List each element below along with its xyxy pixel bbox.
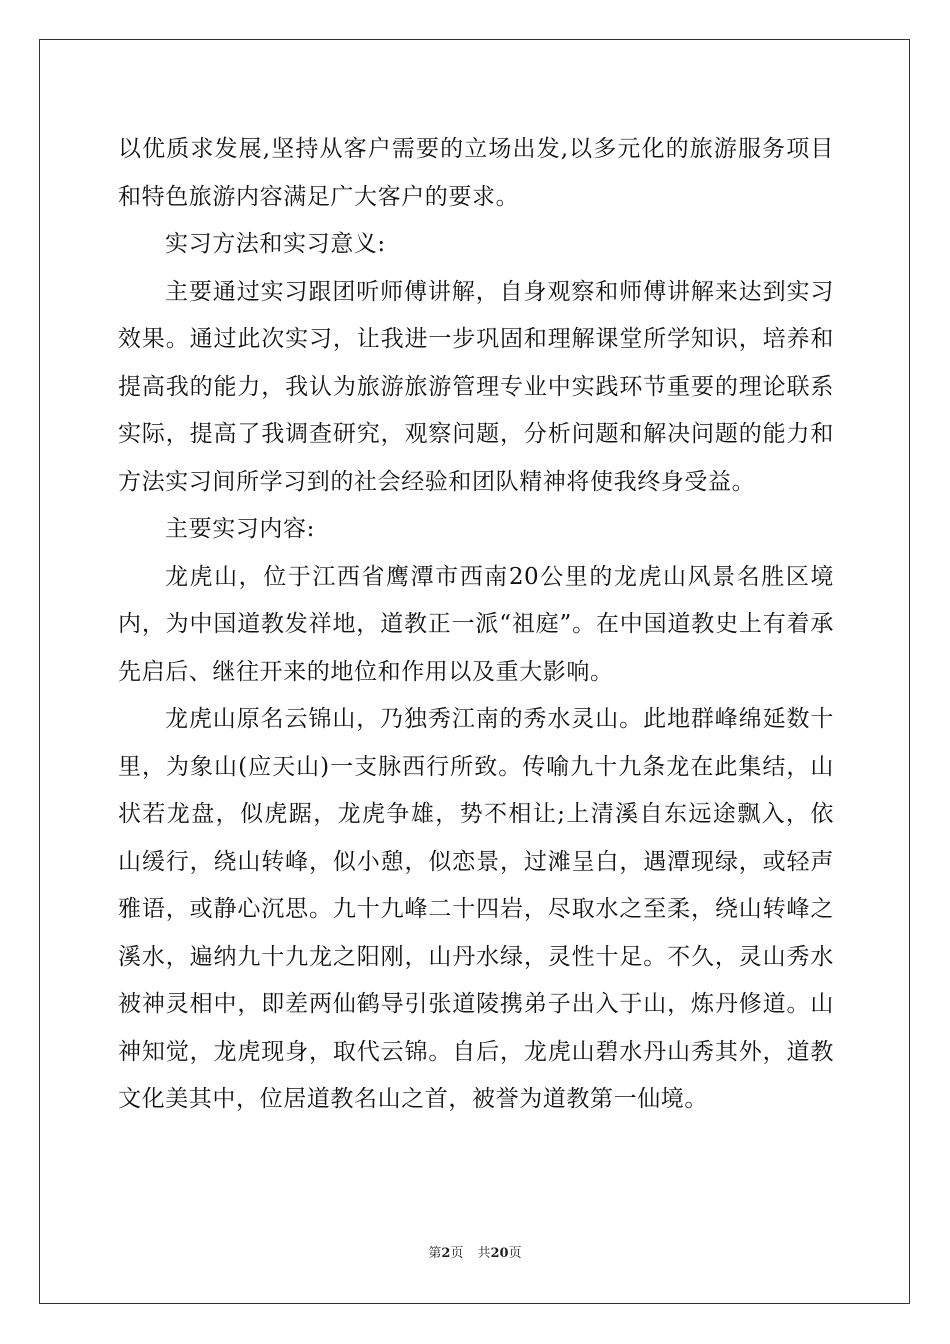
document-body [118,126,834,1124]
paragraph-1: 以优质求发展,坚持从客户需要的立场出发,以多元化的旅游服务项目和特色旅游内容满足广大客户的要求。 [118,136,834,210]
total-prefix: 共 [477,1246,491,1261]
paragraph-longhushan-intro: 龙虎山，位于江西省鹰潭市西南20公里的龙虎山风景名胜区境内，为中国道教发祥地，道教正一派“祖庭”。在中国道教史上有着承先启后、继往开来的地位和作用以及重大影响。 [118,563,834,685]
section-heading-method: 实习方法和实习意义: [165,231,386,257]
paragraph-method: 主要通过实习跟团听师傅讲解，自身观察和师傅讲解来达到实习效果。通过此次实习，让我进一步巩固和理解课堂所学知识，培养和提高我的能力，我认为旅游旅游管理专业中实践环节重要的理论联系实际，提高了我调查研究，观察问题，分析问题和解决问题的能力和方法实习间所学习到的社会经验和团队精神将使我终身受益。 [118,278,834,495]
total-suffix: 页 [508,1246,522,1261]
page-suffix: 页 [450,1246,464,1261]
page-total: 20 [490,1246,509,1261]
page-current: 2 [441,1246,451,1261]
page-footer [0,1242,950,1261]
page-prefix: 第 [428,1246,442,1261]
paragraph-longhushan-history: 龙虎山原名云锦山，乃独秀江南的秀水灵山。此地群峰绵延数十里，为象山(应天山)一支脉西行所致。传喻九十九条龙在此集结，山状若龙盘，似虎踞，龙虎争雄，势不相让;上清溪自东远途飘入，依山缓行，绕山转峰，似小憩，似恋景，过滩呈白，遇潭现绿，或轻声雅语，或静心沉思。九十九峰二十四岩，尽取水之至柔，绕山转峰之溪水，遍纳九十九龙之阳刚，山丹水绿，灵性十足。不久，灵山秀水被神灵相中，即差两仙鹤导引张道陵携弟子出入于山，炼丹修道。山神知觉，龙虎现身，取代云锦。自后，龙虎山碧水丹山秀其外，道教文化美其中，位居道教名山之首，被誉为道教第一仙境。 [118,706,834,1112]
section-heading-content: 主要实习内容: [165,516,315,542]
